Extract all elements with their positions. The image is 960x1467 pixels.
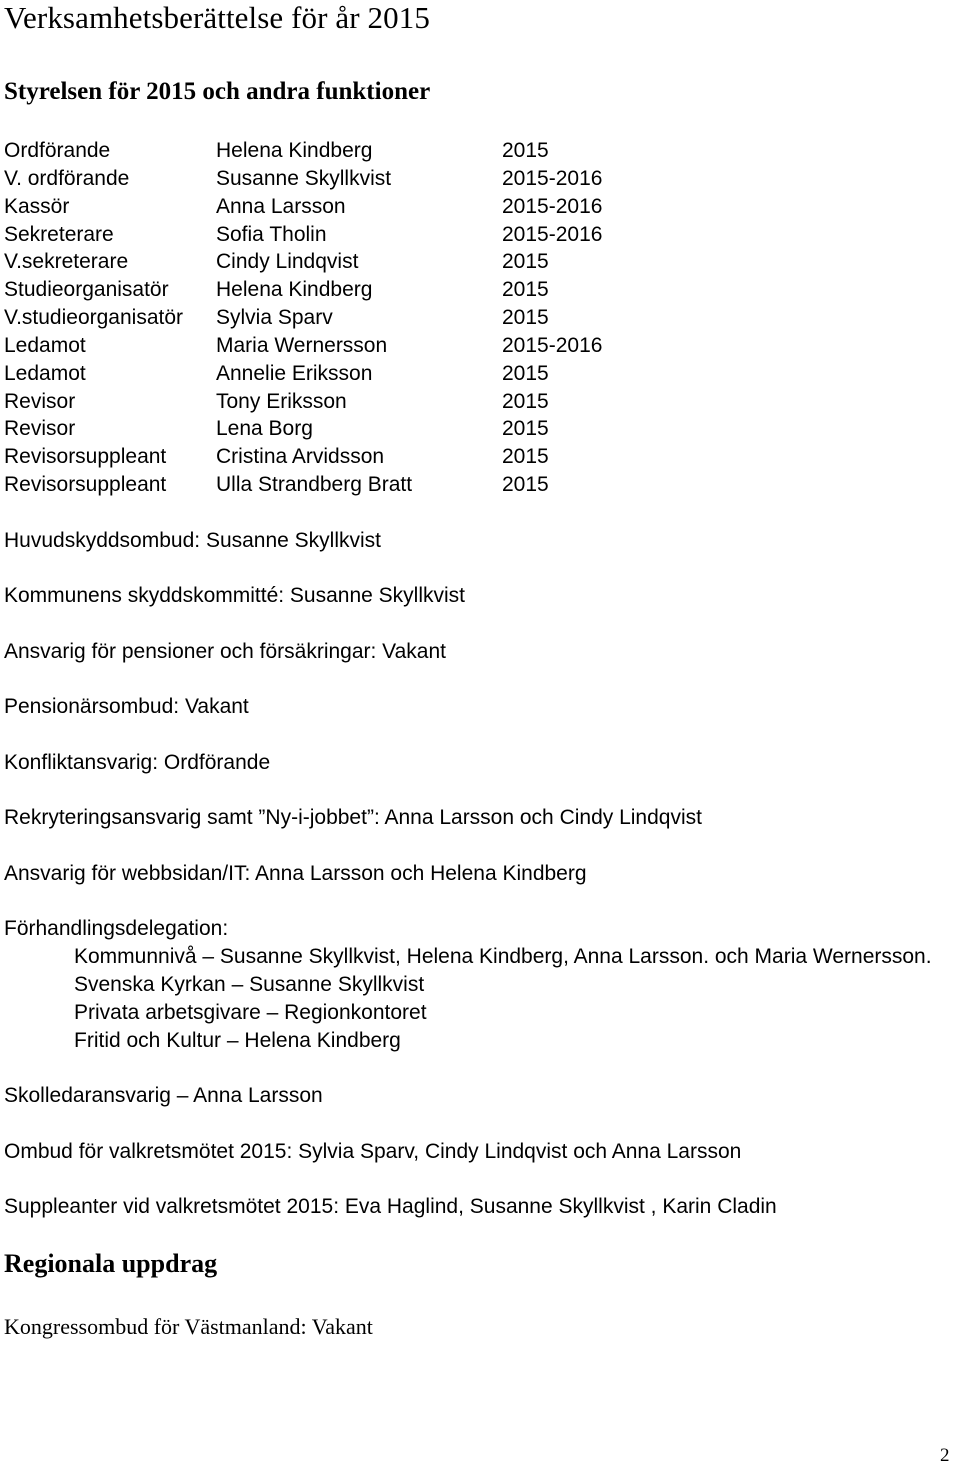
- board-row: [4, 304, 704, 332]
- board-role: V.studieorganisatör: [4, 306, 184, 330]
- board-role: Revisorsuppleant: [4, 445, 167, 469]
- board-member-name: Helena Kindberg: [216, 278, 373, 302]
- skolledaransvarig-line: Skolledaransvarig – Anna Larsson: [4, 1084, 323, 1107]
- board-row: [4, 415, 704, 443]
- board-member-name: Susanne Skyllkvist: [216, 166, 392, 190]
- rekrytering-line: Rekryteringsansvarig samt ”Ny-i-jobbet”: Anna Larsson och Cindy Lindqvist: [4, 806, 702, 829]
- board-term: 2015: [502, 278, 549, 302]
- board-term: 2015: [502, 389, 549, 413]
- board-member-name: Sofia Tholin: [216, 222, 327, 246]
- webbsidan-line: Ansvarig för webbsidan/IT: Anna Larsson och Helena Kindberg: [4, 862, 587, 885]
- board-member-name: Ulla Strandberg Bratt: [216, 473, 413, 497]
- board-row: [4, 221, 704, 249]
- pensioner-line: Ansvarig för pensioner och försäkringar: Vakant: [4, 640, 447, 663]
- board-term: 2015-2016: [502, 222, 603, 246]
- board-member-name: Anna Larsson: [216, 194, 346, 218]
- board-role: Revisor: [4, 417, 76, 441]
- pensionarsombud-line: Pensionärsombud: Vakant: [4, 695, 249, 718]
- board-role: Ledamot: [4, 333, 86, 357]
- skyddskommitte-line: Kommunens skyddskommitté: Susanne Skyllkvist: [4, 584, 466, 607]
- board-row: [4, 248, 704, 276]
- board-term: 2015: [502, 445, 549, 469]
- board-role: V. ordförande: [4, 166, 130, 190]
- board-role: Ordförande: [4, 139, 111, 162]
- huvudskyddsombud-line: Huvudskyddsombud: Susanne Skyllkvist: [4, 529, 382, 552]
- board-term: 2015-2016: [502, 333, 603, 357]
- board-row: [4, 137, 704, 165]
- board-term: 2015: [502, 250, 549, 274]
- board-member-name: Cristina Arvidsson: [216, 445, 385, 469]
- konfliktansvarig-line: Konfliktansvarig: Ordförande: [4, 751, 271, 774]
- board-term: 2015: [502, 361, 549, 385]
- board-member-name: Sylvia Sparv: [216, 306, 333, 330]
- board-term: 2015: [502, 139, 549, 162]
- board-role: V.sekreterare: [4, 250, 129, 274]
- forhandling-item: Privata arbetsgivare – Regionkontoret: [74, 1001, 427, 1024]
- board-term: 2015-2016: [502, 194, 603, 218]
- board-member-name: Lena Borg: [216, 417, 313, 441]
- forhandlingsdelegation-label: Förhandlingsdelegation:: [4, 917, 229, 940]
- valkrets-ombud-line: Ombud för valkretsmötet 2015: Sylvia Sparv, Cindy Lindqvist och Anna Larsson: [4, 1140, 742, 1163]
- document-title: Verksamhetsberättelse för år 2015: [4, 0, 430, 35]
- board-member-name: Helena Kindberg: [216, 139, 373, 162]
- board-term: 2015-2016: [502, 166, 603, 190]
- board-role: Studieorganisatör: [4, 278, 169, 302]
- board-row: [4, 276, 704, 304]
- board-term: 2015: [502, 417, 549, 441]
- board-row: [4, 193, 704, 221]
- board-member-name: Maria Wernersson: [216, 333, 388, 357]
- board-heading: Styrelsen för 2015 och andra funktioner: [4, 78, 431, 105]
- regional-heading: Regionala uppdrag: [4, 1249, 218, 1278]
- board-member-name: Annelie Eriksson: [216, 361, 373, 385]
- board-role: Revisorsuppleant: [4, 473, 167, 497]
- board-member-name: Tony Eriksson: [216, 389, 347, 413]
- board-role: Revisor: [4, 389, 76, 413]
- page-number: 2: [940, 1445, 950, 1466]
- board-row: [4, 471, 704, 499]
- board-row: [4, 388, 704, 416]
- board-row: [4, 360, 704, 388]
- board-term: 2015: [502, 306, 549, 330]
- forhandling-item: Kommunnivå – Susanne Skyllkvist, Helena Kindberg, Anna Larsson. och Maria Wernersson.: [74, 945, 932, 968]
- board-role: Kassör: [4, 194, 70, 218]
- board-role: Sekreterare: [4, 222, 114, 246]
- board-role: Ledamot: [4, 361, 86, 385]
- board-row: [4, 443, 704, 471]
- board-table: [4, 137, 704, 499]
- forhandling-item: Svenska Kyrkan – Susanne Skyllkvist: [74, 973, 425, 996]
- valkrets-suppleanter-line: Suppleanter vid valkretsmötet 2015: Eva Haglind, Susanne Skyllkvist , Karin Cladin: [4, 1195, 777, 1218]
- board-row: [4, 332, 704, 360]
- kongressombud-line: Kongressombud för Västmanland: Vakant: [4, 1314, 373, 1339]
- forhandling-item: Fritid och Kultur – Helena Kindberg: [74, 1029, 401, 1052]
- board-term: 2015: [502, 473, 549, 497]
- board-member-name: Cindy Lindqvist: [216, 250, 359, 274]
- board-row: [4, 165, 704, 193]
